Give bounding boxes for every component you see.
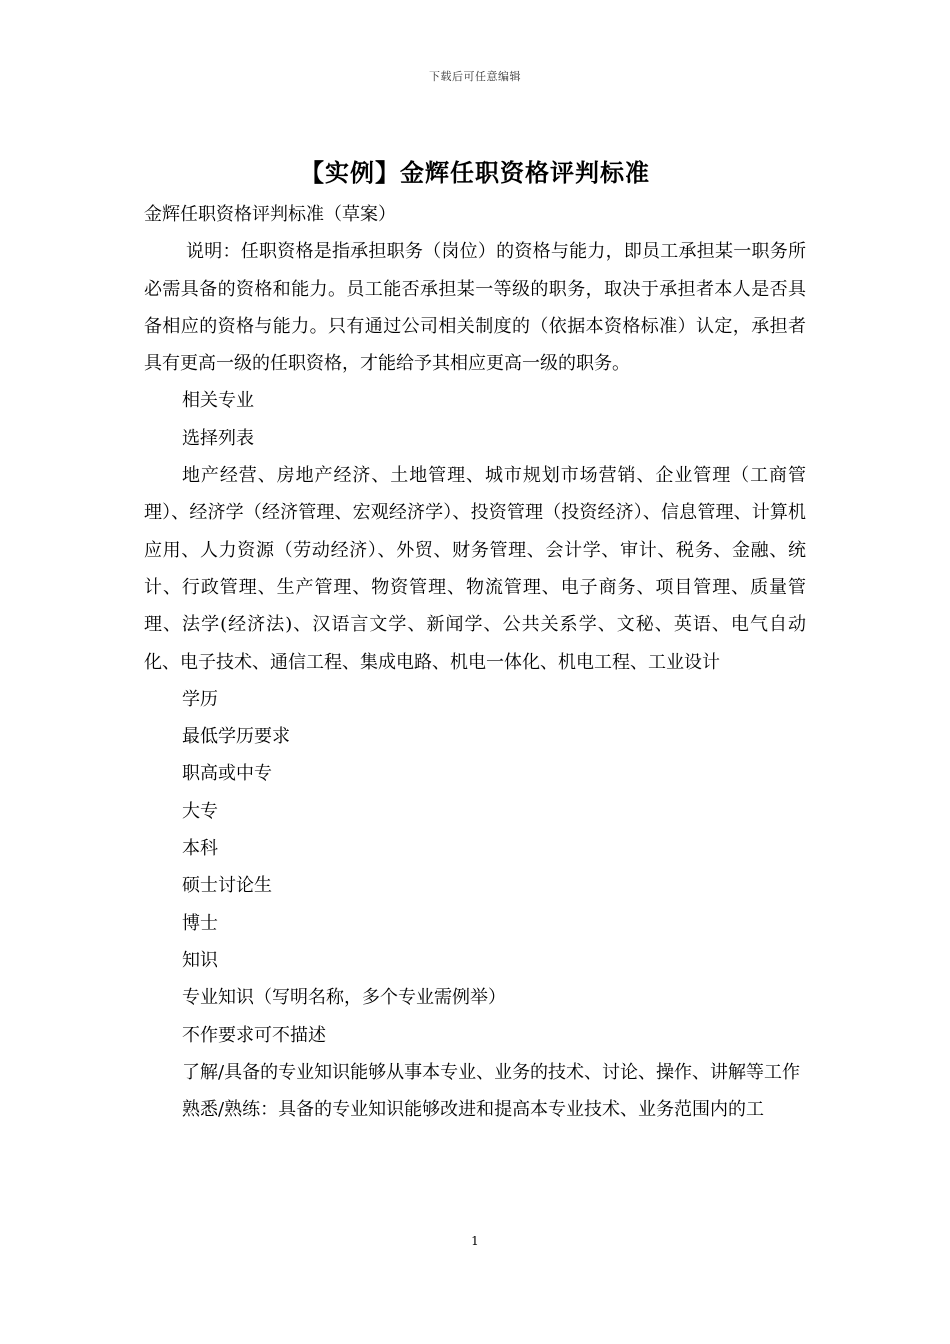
education-level: 博士 xyxy=(182,912,218,934)
document-body xyxy=(144,196,806,1128)
education-level: 大专 xyxy=(182,800,218,822)
page-number: 1 xyxy=(471,1234,479,1248)
knowledge-understand: 了解/具备的专业知识能够从事本专业、业务的技术、讨论、操作、讲解等工作 xyxy=(182,1061,801,1083)
major-list-label: 选择列表 xyxy=(182,427,254,449)
education-level: 职高或中专 xyxy=(182,763,272,785)
header-note: 下载后可任意编辑 xyxy=(429,70,521,83)
document-subtitle: 金辉任职资格评判标准（草案） xyxy=(144,204,396,225)
education-level: 本科 xyxy=(182,838,218,860)
education-heading: 学历 xyxy=(182,688,218,710)
intro-paragraph: 说明：任职资格是指承担职务（岗位）的资格与能力，即员工承担某一职务所必需具备的资格和能力。员工能否承担某一等级的职务，取决于承担者本人是否具备相应的资格与能力。只有通过公司相关制度的（依据本资格标准）认定，承担者具有更高一级的任职资格，才能给予其相应更高一级的职务。 xyxy=(144,241,806,375)
major-list: 地产经营、房地产经济、土地管理、城市规划市场营销、企业管理（工商管理）、经济学（经济管理、宏观经济学）、投资管理（投资经济）、信息管理、计算机应用、人力资源（劳动经济）、外贸、财务管理、会计学、审计、税务、金融、统计、行政管理、生产管理、物资管理、物流管理、电子商务、项目管理、质量管理、法学(经济法)、汉语言文学、新闻学、公共关系学、文秘、英语、电气自动化、电子技术、通信工程、集成电路、机电一体化、机电工程、工业设计 xyxy=(144,465,806,673)
knowledge-professional-label: 专业知识（写明名称，多个专业需例举） xyxy=(182,987,506,1009)
knowledge-familiar: 熟悉/熟练：具备的专业知识能够改进和提高本专业技术、业务范围内的工 xyxy=(182,1099,765,1121)
education-level: 硕士讨论生 xyxy=(182,875,272,897)
education-min-label: 最低学历要求 xyxy=(182,726,290,748)
knowledge-not-required: 不作要求可不描述 xyxy=(182,1024,326,1046)
major-heading: 相关专业 xyxy=(182,390,254,412)
knowledge-heading: 知识 xyxy=(182,949,218,971)
document-title: 【实例】金辉任职资格评判标准 xyxy=(300,158,650,187)
